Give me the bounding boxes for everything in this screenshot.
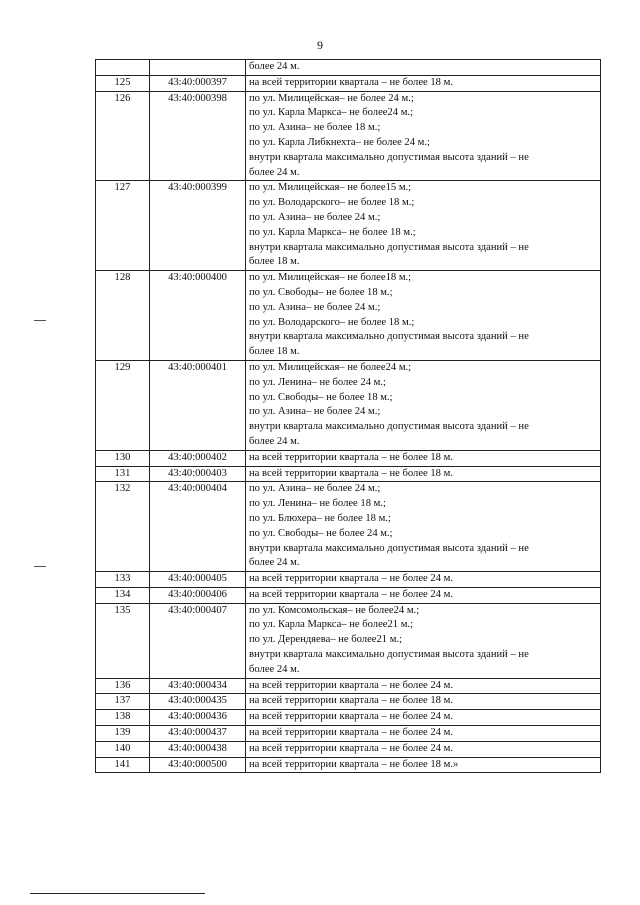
page-number: 9	[317, 38, 323, 52]
cadastral-code: 43:40:000405	[150, 572, 246, 588]
cadastral-code: 43:40:000435	[150, 694, 246, 710]
description-line: по ул. Милицейская– не более18 м.;	[249, 272, 412, 284]
row-number: 134	[96, 587, 150, 603]
description-line: на всей территории квартала – не более 24 м.	[249, 573, 453, 585]
row-number: 138	[96, 710, 150, 726]
height-description	[246, 450, 601, 466]
height-description	[246, 60, 601, 76]
description-line: на всей территории квартала – не более 24 м.	[249, 588, 453, 600]
description-line: по ул. Карла Либкнехта– не более 24 м.;	[249, 136, 430, 148]
height-description	[246, 466, 601, 482]
description-line: по ул. Володарского– не более 18 м.;	[249, 316, 415, 328]
description-line: по ул. Азина– не более 24 м.;	[249, 211, 381, 223]
cadastral-code: 43:40:000403	[150, 466, 246, 482]
height-description	[246, 91, 601, 181]
row-number: 132	[96, 482, 150, 572]
row-number: 131	[96, 466, 150, 482]
table-row	[96, 710, 601, 726]
height-description	[246, 710, 601, 726]
description-line: по ул. Азина– не более 24 м.;	[249, 483, 381, 495]
height-description	[246, 181, 601, 271]
cadastral-code: 43:40:000436	[150, 710, 246, 726]
row-number: 137	[96, 694, 150, 710]
description-line: по ул. Володарского– не более 18 м.;	[249, 197, 415, 209]
description-line: по ул. Комсомольская– не более24 м.;	[249, 604, 420, 616]
description-line: по ул. Блюхера– не более 18 м.;	[249, 512, 391, 524]
cadastral-code: 43:40:000438	[150, 741, 246, 757]
height-description	[246, 726, 601, 742]
description-line: на всей территории квартала – не более 24 м.	[249, 742, 453, 754]
description-line: по ул. Карла Маркса– не более24 м.;	[249, 107, 414, 119]
height-description	[246, 482, 601, 572]
table-row	[96, 75, 601, 91]
description-line: более 18 м.	[249, 256, 300, 268]
description-line: на всей территории квартала – не более 24 м.	[249, 711, 453, 723]
table-body	[96, 60, 601, 773]
table-row	[96, 694, 601, 710]
description-line: более 24 м.	[249, 663, 300, 675]
cadastral-code: 43:40:000400	[150, 271, 246, 361]
description-line: более 24 м.	[249, 166, 300, 178]
cadastral-code: 43:40:000398	[150, 91, 246, 181]
description-line: по ул. Ленина– не более 18 м.;	[249, 498, 386, 510]
table-row	[96, 271, 601, 361]
description-line: по ул. Азина– не более 18 м.;	[249, 122, 381, 134]
table-row	[96, 726, 601, 742]
cadastral-code: 43:40:000402	[150, 450, 246, 466]
description-line: внутри квартала максимально допустимая высота зданий – не	[249, 241, 529, 253]
cadastral-code: 43:40:000399	[150, 181, 246, 271]
cadastral-code: 43:40:000434	[150, 678, 246, 694]
description-line: внутри квартала максимально допустимая высота зданий – не	[249, 542, 529, 554]
table-row	[96, 741, 601, 757]
row-number: 130	[96, 450, 150, 466]
description-line: на всей территории квартала – не более 24 м.	[249, 727, 453, 739]
description-line: по ул. Свободы– не более 24 м.;	[249, 527, 393, 539]
cadastral-code	[150, 60, 246, 76]
height-description	[246, 603, 601, 678]
row-number	[96, 60, 150, 76]
table-row	[96, 91, 601, 181]
cadastral-code: 43:40:000406	[150, 587, 246, 603]
row-number: 133	[96, 572, 150, 588]
height-description	[246, 75, 601, 91]
row-number: 128	[96, 271, 150, 361]
description-line: по ул. Азина– не более 24 м.;	[249, 301, 381, 313]
table-row	[96, 603, 601, 678]
description-line: по ул. Карла Маркса– не более21 м.;	[249, 619, 414, 631]
row-number: 136	[96, 678, 150, 694]
footer-rule	[30, 893, 205, 894]
description-line: более 24 м.	[249, 61, 300, 72]
description-line: на всей территории квартала – не более 24 м.	[249, 679, 453, 691]
height-description	[246, 678, 601, 694]
description-line: внутри квартала максимально допустимая высота зданий – не	[249, 421, 529, 433]
description-line: по ул. Карла Маркса– не более 18 м.;	[249, 226, 416, 238]
margin-mark	[34, 320, 46, 321]
row-number: 127	[96, 181, 150, 271]
height-description	[246, 360, 601, 450]
table-row	[96, 572, 601, 588]
cadastral-code: 43:40:000437	[150, 726, 246, 742]
description-line: внутри квартала максимально допустимая высота зданий – не	[249, 151, 529, 163]
description-line: внутри квартала максимально допустимая высота зданий – не	[249, 649, 529, 661]
cadastral-code: 43:40:000401	[150, 360, 246, 450]
height-description	[246, 757, 601, 773]
table-row	[96, 466, 601, 482]
description-line: по ул. Милицейская– не более24 м.;	[249, 361, 412, 373]
row-number: 129	[96, 360, 150, 450]
height-description	[246, 694, 601, 710]
row-number: 140	[96, 741, 150, 757]
height-limits-table	[95, 59, 601, 773]
table-row	[96, 757, 601, 773]
margin-mark	[34, 566, 46, 567]
table-row	[96, 482, 601, 572]
cadastral-code: 43:40:000500	[150, 757, 246, 773]
description-line: на всей территории квартала – не более 18 м.	[249, 467, 453, 479]
description-line: по ул. Азина– не более 24 м.;	[249, 406, 381, 418]
table-row	[96, 587, 601, 603]
description-line: более 18 м.	[249, 346, 300, 358]
row-number: 126	[96, 91, 150, 181]
description-line: по ул. Милицейская– не более15 м.;	[249, 182, 412, 194]
table-row	[96, 678, 601, 694]
description-line: по ул. Дерендяева– не более21 м.;	[249, 634, 403, 646]
row-number: 141	[96, 757, 150, 773]
cadastral-code: 43:40:000397	[150, 75, 246, 91]
height-description	[246, 572, 601, 588]
table-row	[96, 60, 601, 76]
description-line: по ул. Свободы– не более 18 м.;	[249, 391, 393, 403]
height-description	[246, 271, 601, 361]
row-number: 139	[96, 726, 150, 742]
cadastral-code: 43:40:000404	[150, 482, 246, 572]
row-number: 135	[96, 603, 150, 678]
height-description	[246, 741, 601, 757]
table-row	[96, 360, 601, 450]
description-line: внутри квартала максимально допустимая высота зданий – не	[249, 331, 529, 343]
row-number: 125	[96, 75, 150, 91]
cadastral-code: 43:40:000407	[150, 603, 246, 678]
description-line: по ул. Свободы– не более 18 м.;	[249, 286, 393, 298]
description-line: на всей территории квартала – не более 18 м.	[249, 695, 453, 707]
description-line: на всей территории квартала – не более 18 м.	[249, 76, 453, 88]
table-row	[96, 181, 601, 271]
description-line: на всей территории квартала – не более 18 м.	[249, 451, 453, 463]
description-line: более 24 м.	[249, 557, 300, 569]
table-row	[96, 450, 601, 466]
description-line: по ул. Милицейская– не более 24 м.;	[249, 92, 414, 104]
description-line: по ул. Ленина– не более 24 м.;	[249, 376, 386, 388]
description-line: более 24 м.	[249, 435, 300, 447]
height-description	[246, 587, 601, 603]
description-line: на всей территории квартала – не более 18 м.»	[249, 758, 459, 770]
